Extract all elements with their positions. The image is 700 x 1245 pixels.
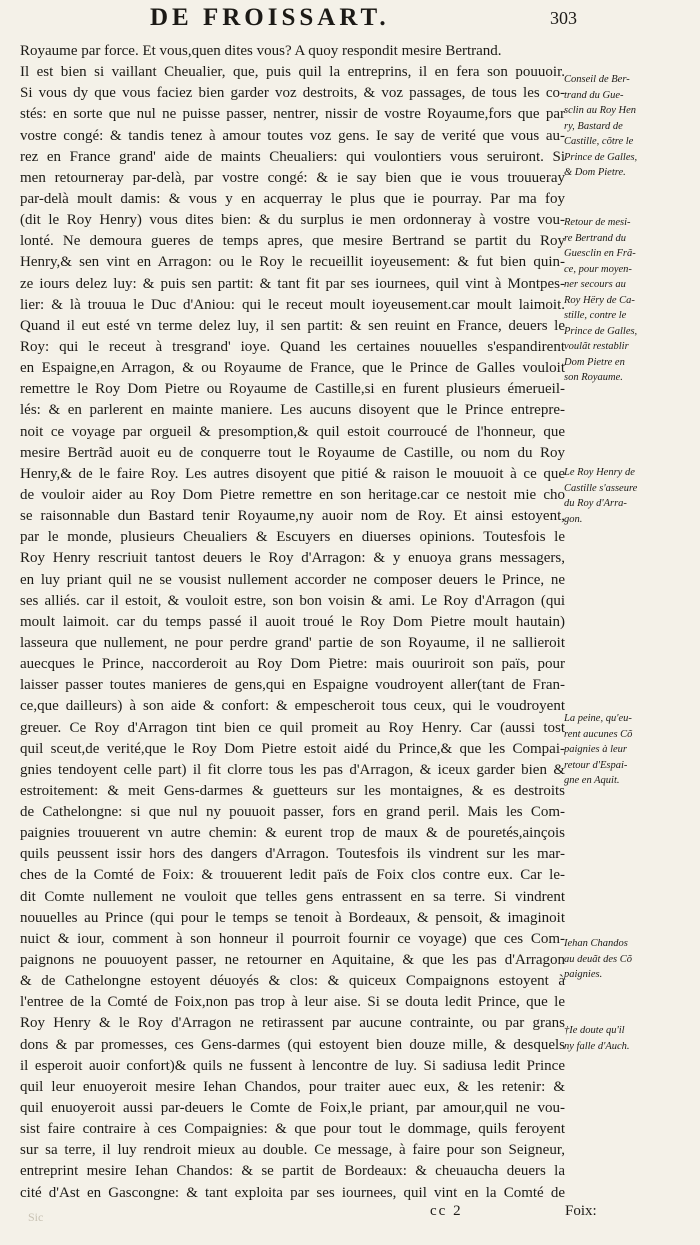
text-line: il esperoit auoir confort)& quils ne fussent à lencontre de luy. Si sadiusa ledit Prince — [20, 1057, 565, 1074]
margin-note-line: Le Roy Henry de — [564, 467, 635, 478]
text-line: ses alliés. car il estoit, & vouloit estre, son bon voisin & ami. Le Roy d'Arragon (qui — [20, 592, 565, 609]
text-line: noit ce voyage par orgueil & presomption,& quil estoit courroucé de l'honneur, que — [20, 423, 565, 440]
text-line: gnies tendoyent celle part) il fit clorre tous les pas d'Arragon, & iceux garder bien & — [20, 761, 565, 778]
margin-note-line: re Bertrand du — [564, 232, 627, 244]
margin-note-line: Roy Hëry de Ca- — [564, 294, 635, 306]
margin-note — [564, 936, 694, 983]
margin-note-line: Retour de mesi- — [564, 217, 631, 228]
margin-note-line: Prince de Galles, — [564, 151, 638, 163]
text-line: quil enuoyeroit aussi par-deuers le Comte de Foix,le priant, par amour,quil ne vou- — [20, 1100, 565, 1117]
text-line: quil sceut,de verité,que le Roy Dom Pietre estoit aidé du Prince,& que les Compai- — [20, 740, 565, 757]
text-line: Roy Henry & le Roy d'Arragon ne retirassent par aucune contrainte, ou par grans — [20, 1015, 565, 1032]
text-line: sist faire contraire à ces Compaignies: & que pour tout le dommage, quils feroyent — [20, 1121, 565, 1138]
main-text-column — [20, 41, 565, 1204]
margin-note-line: voulãt restablir — [564, 341, 629, 352]
margin-note-line: Guesclin en Frã- — [564, 248, 636, 259]
text-line: l'entree de la Comté de Foix,non pas trop à leur aise. Si se douta ledit Prince, que le — [20, 994, 565, 1011]
text-line: nouuelles au Prince (qui pour le temps se tenoit à Bordeaux, & pensoit, & imaginoit — [20, 909, 565, 926]
margin-note-line: stille, contre le — [564, 310, 627, 321]
running-title: DE FROISSART. — [150, 4, 390, 31]
text-line: en luy priant quil ne se vousist nullement accorder ne composer deuers le Prince, ne — [20, 571, 565, 588]
margin-note-line: gne en Aquit. — [564, 775, 620, 786]
text-line: rez en France grand' aide de maints Cheualiers: qui voulontiers vous seruiront. Si — [20, 148, 565, 165]
text-line: entreprint mesire Iehan Chandos: & se partit de Bordeaux: & cheuaucha deuers la — [20, 1163, 565, 1180]
show-through-text: Sic — [28, 1210, 44, 1224]
text-line: lés: & en parlerent en mainte maniere. Les aucuns disoyent que le Prince entrepre- — [20, 402, 565, 419]
text-line: & de Cathelongne estoyent déuoyés & clos: & quiceux Compaignons estoyent à — [20, 973, 565, 990]
text-line: (dit le Roy Henry) vous dites bien: & du surplus ie men ordonneray à vostre vou- — [20, 212, 565, 229]
text-line: Henry,& sen vint en Arragon: ou le Roy le recueillit ioyeusement: & fut bien quin- — [20, 254, 565, 271]
margin-note-line: La peine, qu'eu- — [564, 713, 632, 724]
text-line: lier: & là trouua le Duc d'Aniou: qui le receut moult ioyeusement.car moult laimoit. — [20, 296, 565, 313]
text-line: Royaume par force. Et vous,quen dites vous? A quoy respondit mesire Bertrand. — [20, 43, 502, 59]
margin-note-line: ry, Bastard de — [564, 120, 623, 132]
text-line: vostre congé: & tandis tenez à amour toutes voz gens. Ie say de verité que vous au- — [20, 127, 565, 144]
margin-note-line: paignies. — [564, 969, 603, 980]
text-line: ce,que dailleurs) à son aide & confort: & empescheroit tous ceux, qui le voudroyent — [20, 698, 565, 715]
margin-note-line: gon. — [564, 513, 583, 525]
margin-note-line: Castille, cõtre le — [564, 136, 634, 147]
text-line: nuict & iour, comment à son honneur il pourroit fournir ce voyage) que ces Com- — [20, 930, 565, 947]
margin-note-line: †Ie doute qu'il — [564, 1025, 625, 1036]
text-line: men retourneray par-delà, par vostre congé: & ie say bien que ie vous trouueray — [20, 169, 565, 186]
text-line: lasseura que nullement, ne pour perdre grand' partie de son Royaume, il ne sallieroit — [20, 634, 565, 651]
text-line: ze iours delez luy: & puis sen partit: & tant fit par ses iournees, quil vint à Montpes- — [20, 275, 565, 292]
margin-note-line: ner secours au — [564, 279, 626, 290]
text-line: cité d'Ast en Gascongne: & tant exploita par ses iournees, quil vint en la Comté de — [20, 1184, 565, 1201]
page-number: 303 — [550, 8, 577, 28]
text-line: Si vous dy que vous faciez bien garder voz destroits, & voz passages, de tous les co- — [20, 85, 565, 102]
margin-note-line: Prince de Galles, — [564, 325, 638, 337]
page-header — [0, 4, 700, 34]
margin-note-line: Conseil de Ber- — [564, 74, 630, 85]
text-line: Il est bien si vaillant Cheualier, que, puis quil la entreprins, il en fera son pouuoir. — [20, 64, 565, 81]
text-line: mesire Bertrãd auoit eu de conquerre tout le Royaume de Castille, ou nom du Roy — [20, 444, 565, 461]
text-line: se raisonnable dun Bastard tenir Royaume,ny auoir nom de Roy. Et ainsi estoyent, — [20, 508, 565, 525]
text-line: Henry,& de le faire Roy. Les autres disoyent que pitié & raison le mouuoit à ce que — [20, 465, 565, 482]
text-line: Roy Henry rescriuit tantost deuers le Roy d'Arragon: & y enuoya grans messagers, — [20, 550, 565, 567]
text-line: dons & par promesses, ces Gens-darmes (qui estoyent bien douze mille, & desquels — [20, 1036, 565, 1053]
text-line: moult laimoit. car du temps passé il auoit troué le Roy Dom Pietre moult hautain) — [20, 613, 565, 630]
margin-note — [564, 215, 694, 386]
text-line: par le monde, plusieurs Cheualiers & Escuyers en diuerses opinions. Toutesfois le — [20, 529, 565, 546]
margin-note-line: sclin au Roy Hen — [564, 105, 637, 116]
text-line: de Cathelongne: si que nul ny pouuoit passer, fors en grand peril. Mais les Com- — [20, 804, 565, 821]
text-line: lonté. Ne demoura gueres de temps apres, que mesire Bertrand se partit du Roy — [20, 233, 565, 250]
text-line: ches de la Comté de Foix: & trouuerent ledit païs de Foix clos contre eux. Car le- — [20, 867, 565, 884]
margin-note-line: son Royaume. — [564, 372, 623, 383]
text-line: Quand il eut esté vn terme delez luy, il sen partit: & sen reuint en France, deuers le — [20, 317, 565, 334]
text-line: sur sa terre, il luy rendroit mieux au double. Ce message, à faire pour son Seigneur, — [20, 1142, 565, 1159]
margin-note-line: Dom Pietre en — [564, 356, 625, 368]
margin-note-line: ny falle d'Auch. — [564, 1040, 630, 1052]
margin-note-line: Castille s'asseure — [564, 482, 638, 494]
text-line: greuer. Ce Roy d'Arragon tint bien ce quil promeit au Roy Henry. Car (aussi tost — [20, 719, 565, 736]
margin-note — [564, 465, 694, 527]
text-line: paignies trouuerent vn autre chemin: & eurent trop de maux & de pouretés,ainçois — [20, 825, 565, 842]
text-line: de vouloir aider au Roy Dom Pietre remettre en son heritage.car ce nestoit mie cho — [20, 486, 565, 503]
text-line: quil leur enuoyeroit mesire Iehan Chandos, pour traiter auec eux, & les retenir: & — [20, 1078, 565, 1095]
margin-note-line: paignies à leur — [564, 744, 627, 755]
margin-note — [564, 1023, 694, 1054]
text-line: Roy: qui le receut à tresgrand' ioye. Quand les certaines nouuelles s'espandirent — [20, 338, 565, 355]
text-line: dit Comte nullement ne vouloit que telles gens entrassent en sa terre. Si vindrent — [20, 888, 565, 905]
text-line: paignons ne pouuoyent passer, ne retourner en Aquitaine, & que les pas d'Arragon — [20, 952, 565, 969]
margin-note-line: & Dom Pietre. — [564, 167, 626, 178]
text-line: stés: en sorte que nul ne puisse passer, nentrer, nissir de vostre Royaume,fors que par — [20, 106, 565, 123]
text-line: estroitement: & meit Gens-darmes & guetteurs sur les montaignes, & es destroits — [20, 782, 565, 799]
signature-mark: cc 2 — [430, 1203, 463, 1219]
margin-note-line: Iehan Chandos — [564, 938, 628, 949]
margin-note — [564, 72, 694, 181]
catchword: Foix: — [565, 1203, 597, 1219]
text-line: par-delà moult damis: & vous y en acquerray le plus que ie pourray. Par ma foy — [20, 190, 565, 207]
margin-note-line: retour d'Espai- — [564, 759, 628, 771]
margin-note-line: rent aucunes Cõ — [564, 728, 633, 740]
page-footer — [0, 1203, 700, 1243]
margin-note-line: du Roy d'Arra- — [564, 498, 627, 509]
margin-note-line: au deuãt des Cõ — [564, 953, 632, 965]
text-line: quils peussent issir hors des dangers d'Arragon. Toutesfois ils vindrent sur les mar- — [20, 846, 565, 863]
text-line: auecques le Prince, naccorderoit au Roy Dom Pietre: mais ouuriroit son païs, pour — [20, 656, 565, 673]
text-line: en Espaigne,en Arragon, & ou Royaume de France, que le Prince de Galles vouloit — [20, 360, 565, 377]
margin-note-line: ce, pour moyen- — [564, 263, 632, 275]
margin-note-line: trand du Gue- — [564, 89, 624, 101]
text-line: remettre le Roy Dom Pietre ou Royaume de Castille,si en furent plusieurs émerueil- — [20, 381, 565, 398]
margin-note — [564, 711, 694, 789]
text-line: laisser passer toutes manieres de gens,qui en Espaigne voudroyent aller(tant de Fran- — [20, 677, 565, 694]
